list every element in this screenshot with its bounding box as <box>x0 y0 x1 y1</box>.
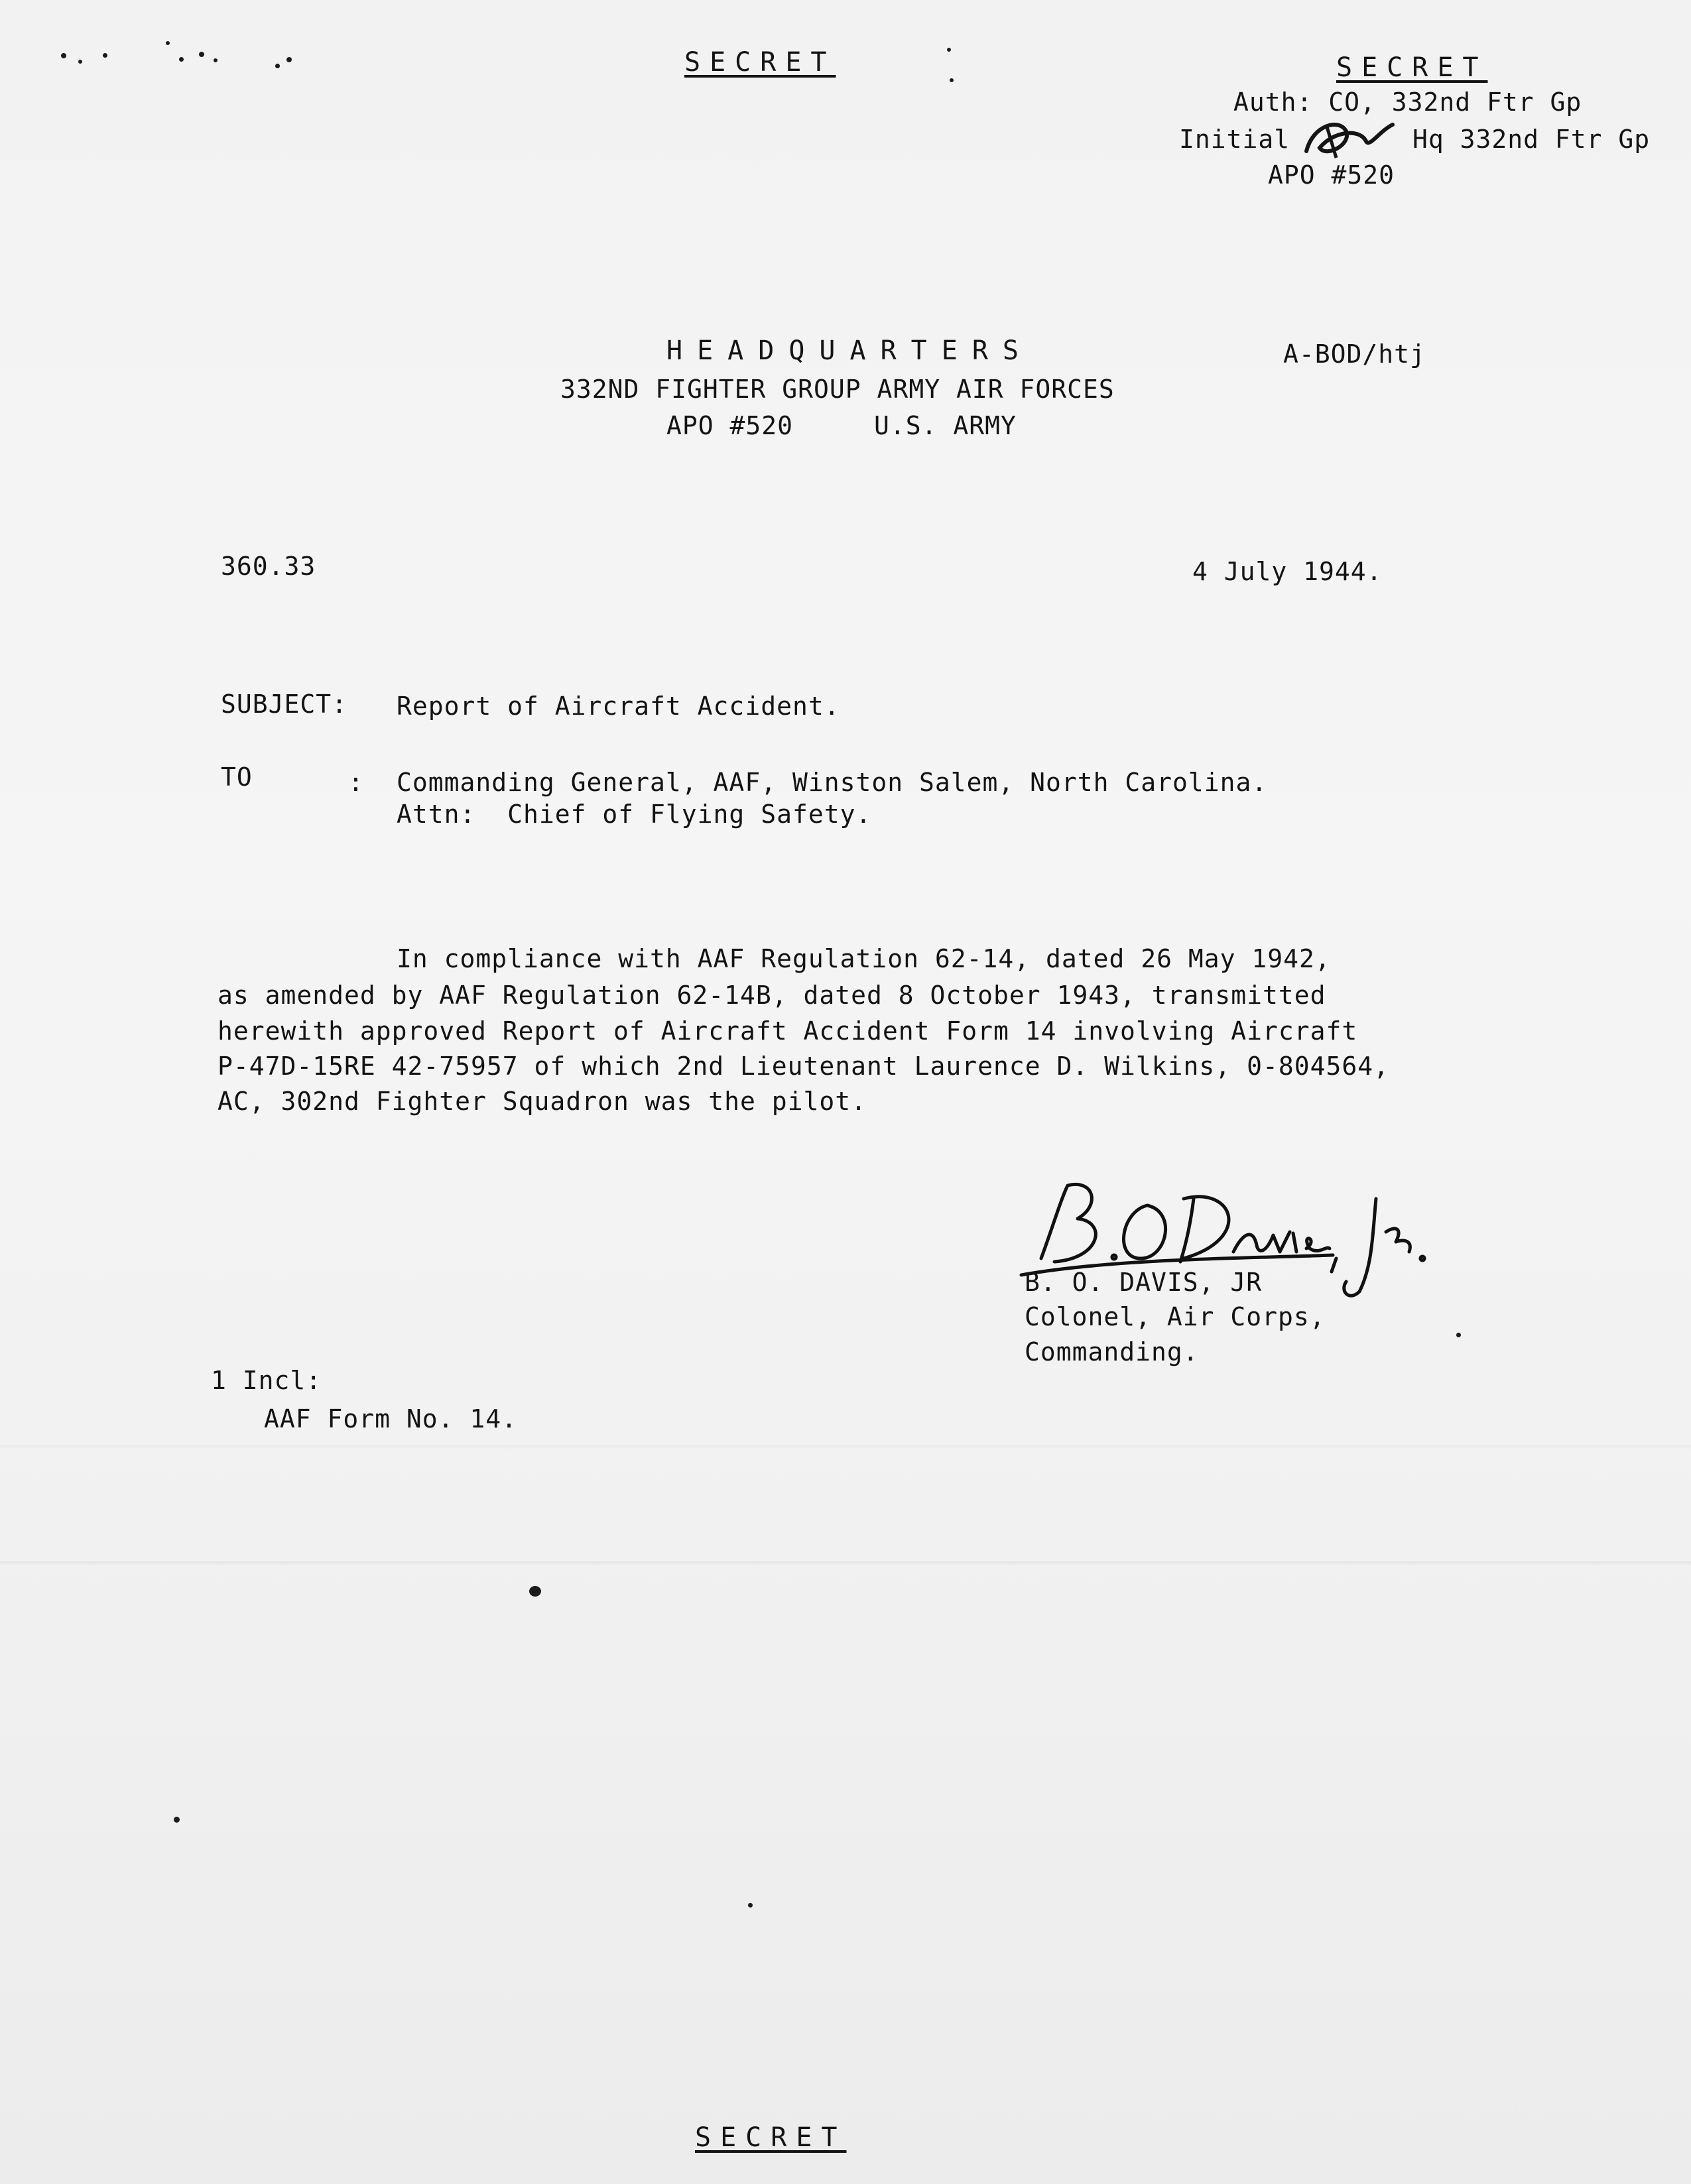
secret-marking-top: SECRET <box>684 47 836 78</box>
auth-line: Auth: CO, 332nd Ftr Gp <box>1233 88 1582 117</box>
paper-fold <box>0 1445 1691 1449</box>
ink-speck <box>103 53 107 58</box>
letterhead-army: U.S. ARMY <box>874 411 1017 440</box>
to-attention: Attn: Chief of Flying Safety. <box>397 800 872 829</box>
secret-marking-bottom: SECRET <box>695 2122 847 2153</box>
ink-speck <box>1456 1333 1461 1337</box>
ink-speck <box>179 57 184 62</box>
to-colon: : <box>348 768 364 797</box>
ink-speck <box>275 64 280 68</box>
ink-speck <box>950 78 954 82</box>
signatory-rank: Colonel, Air Corps, <box>1025 1302 1326 1331</box>
signatory-name: B. O. DAVIS, JR <box>1025 1268 1263 1297</box>
ink-speck <box>286 57 292 62</box>
subject-label: SUBJECT: <box>221 690 348 719</box>
initial-label: Initial <box>1179 125 1290 154</box>
enclosure-item: AAF Form No. 14. <box>264 1404 518 1433</box>
initial-handwritten-mark <box>1300 111 1399 164</box>
body-line: In compliance with AAF Regulation 62-14, dated 26 May 1942, <box>397 944 1331 973</box>
to-recipient: Commanding General, AAF, Winston Salem, North Carolina. <box>397 768 1268 797</box>
ink-speck <box>748 1903 753 1908</box>
apo-line-top: APO #520 <box>1268 160 1395 190</box>
document-date: 4 July 1944. <box>1192 557 1383 586</box>
enclosure-label: 1 Incl: <box>211 1366 322 1395</box>
file-number: 360.33 <box>221 552 316 581</box>
body-line: herewith approved Report of Aircraft Accident Form 14 involving Aircraft <box>218 1016 1358 1046</box>
secret-marking-top-right: SECRET <box>1336 52 1488 83</box>
ink-speck <box>529 1586 541 1597</box>
subject-text: Report of Aircraft Accident. <box>397 692 840 721</box>
ink-speck <box>166 41 170 45</box>
to-label: TO <box>221 762 253 792</box>
ink-speck <box>947 48 951 52</box>
initial-unit: Hq 332nd Ftr Gp <box>1412 125 1651 154</box>
body-line: as amended by AAF Regulation 62-14B, dated 8 October 1943, transmitted <box>218 981 1326 1010</box>
paper-fold <box>0 1561 1691 1565</box>
letterhead-apo: APO #520 <box>666 411 794 440</box>
letterhead-unit: 332ND FIGHTER GROUP ARMY AIR FORCES <box>560 375 1115 404</box>
reference-code: A-BOD/htj <box>1283 339 1426 369</box>
body-line: AC, 302nd Fighter Squadron was the pilot. <box>218 1087 867 1116</box>
ink-speck <box>61 53 66 58</box>
signatory-role: Commanding. <box>1025 1337 1199 1366</box>
ink-speck <box>199 52 204 57</box>
letterhead-title: HEADQUARTERS <box>666 335 1033 366</box>
body-line: P-47D-15RE 42-75957 of which 2nd Lieutenant Laurence D. Wilkins, 0-804564, <box>218 1052 1389 1081</box>
ink-speck <box>214 58 218 62</box>
ink-speck <box>174 1817 180 1823</box>
ink-speck <box>78 60 82 64</box>
